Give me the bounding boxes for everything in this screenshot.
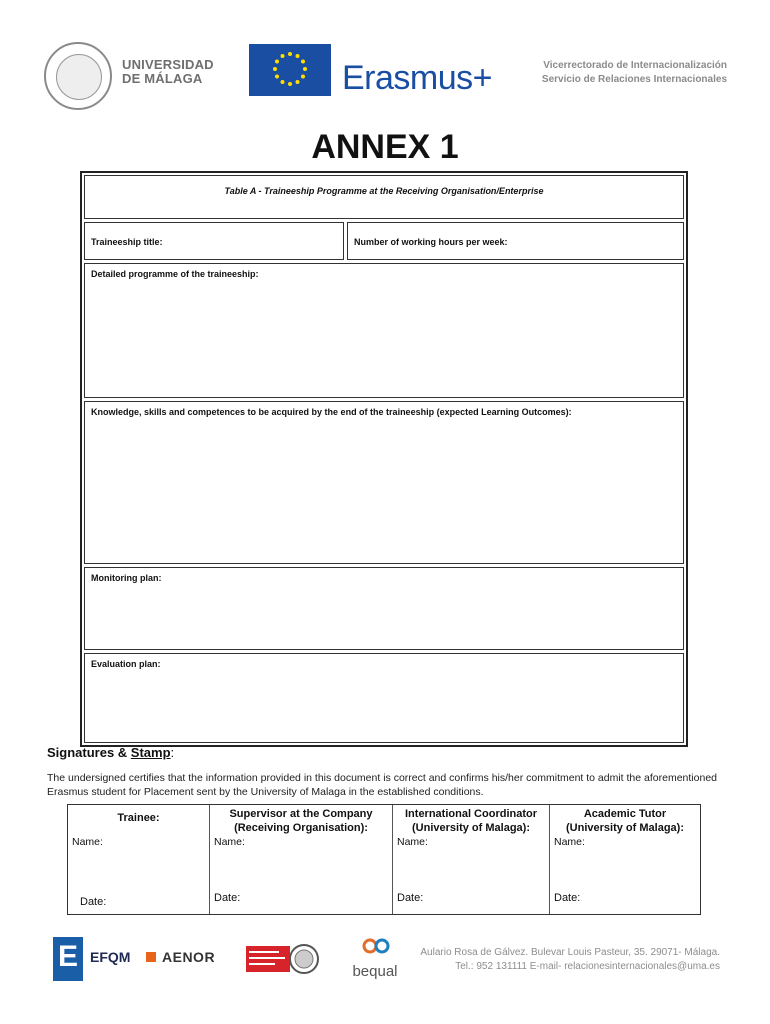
traineeship-table bbox=[80, 171, 688, 747]
erasmus-logo-text: Erasmus+ bbox=[342, 59, 492, 97]
footer-address: Aulario Rosa de Gálvez. Bulevar Louis Pasteur, 35. 29071- Málaga. Tel.: 952 131111 E-mail- relacionesinternacionales@uma.es bbox=[420, 947, 720, 972]
page-title: ANNEX 1 bbox=[311, 128, 459, 166]
evaluation-plan-label: Evaluation plan: bbox=[91, 659, 161, 669]
vice-rectorate-info: Vicerrectorado de Internacionalización Servicio de Relaciones Internacionales bbox=[541, 60, 727, 85]
trainee-title: Trainee: bbox=[117, 812, 160, 824]
detailed-programme-label: Detailed programme of the traineeship: bbox=[91, 269, 259, 279]
efqm-square-icon bbox=[146, 952, 156, 962]
coordinator-signature-cell[interactable] bbox=[393, 805, 550, 914]
bequal-label: bequal bbox=[352, 963, 398, 980]
coordinator-title: International Coordinator (University of Malaga): bbox=[405, 808, 537, 834]
coordinator-date-label: Date: bbox=[397, 892, 424, 904]
signatures-table bbox=[67, 804, 701, 915]
learning-outcomes-field[interactable] bbox=[84, 401, 684, 564]
supervisor-signature-cell[interactable] bbox=[210, 805, 393, 914]
university-seal-logo bbox=[44, 42, 112, 110]
tutor-date-label: Date: bbox=[554, 892, 581, 904]
bureau-veritas-logo bbox=[246, 942, 320, 978]
bequal-logo bbox=[346, 936, 404, 982]
supervisor-date-label: Date: bbox=[214, 892, 241, 904]
eu-flag-icon bbox=[249, 44, 331, 96]
learning-outcomes-label: Knowledge, skills and competences to be acquired by the end of the traineeship (expected Learning Outcomes): bbox=[91, 407, 572, 417]
monitoring-plan-label: Monitoring plan: bbox=[91, 573, 162, 583]
monitoring-plan-field[interactable] bbox=[84, 567, 684, 650]
signatures-heading: Signatures & Stamp: bbox=[47, 745, 175, 760]
coordinator-name-label: Name: bbox=[397, 836, 428, 848]
working-hours-field[interactable] bbox=[347, 222, 684, 260]
detailed-programme-field[interactable] bbox=[84, 263, 684, 398]
trainee-date-label: Date: bbox=[80, 896, 107, 908]
trainee-signature-cell[interactable] bbox=[68, 805, 210, 914]
trainee-name-label: Name: bbox=[72, 836, 103, 848]
aenor-logo: AENOR bbox=[162, 949, 216, 965]
tutor-name-label: Name: bbox=[554, 836, 585, 848]
excellence-e-logo: E bbox=[53, 937, 83, 981]
tutor-signature-cell[interactable] bbox=[550, 805, 700, 914]
efqm-logo: EFQM bbox=[90, 949, 131, 965]
traineeship-title-label: Traineeship title: bbox=[91, 237, 163, 247]
tutor-title: Academic Tutor (University of Malaga): bbox=[566, 808, 684, 834]
evaluation-plan-field[interactable] bbox=[84, 653, 684, 743]
university-name: UNIVERSIDAD DE MÁLAGA bbox=[122, 57, 214, 86]
traineeship-title-field[interactable] bbox=[84, 222, 344, 260]
supervisor-title: Supervisor at the Company (Receiving Organisation): bbox=[229, 808, 373, 834]
certification-text: The undersigned certifies that the information provided in this document is correct and confirms his/her commitment to admit the aforementioned Erasmus student for Placement sent by the University of Malaga in the established conditions. bbox=[47, 772, 717, 798]
table-caption-cell bbox=[84, 175, 684, 219]
working-hours-label: Number of working hours per week: bbox=[354, 237, 508, 247]
supervisor-name-label: Name: bbox=[214, 836, 245, 848]
table-caption: Table A - Traineeship Programme at the Receiving Organisation/Enterprise bbox=[224, 186, 544, 196]
